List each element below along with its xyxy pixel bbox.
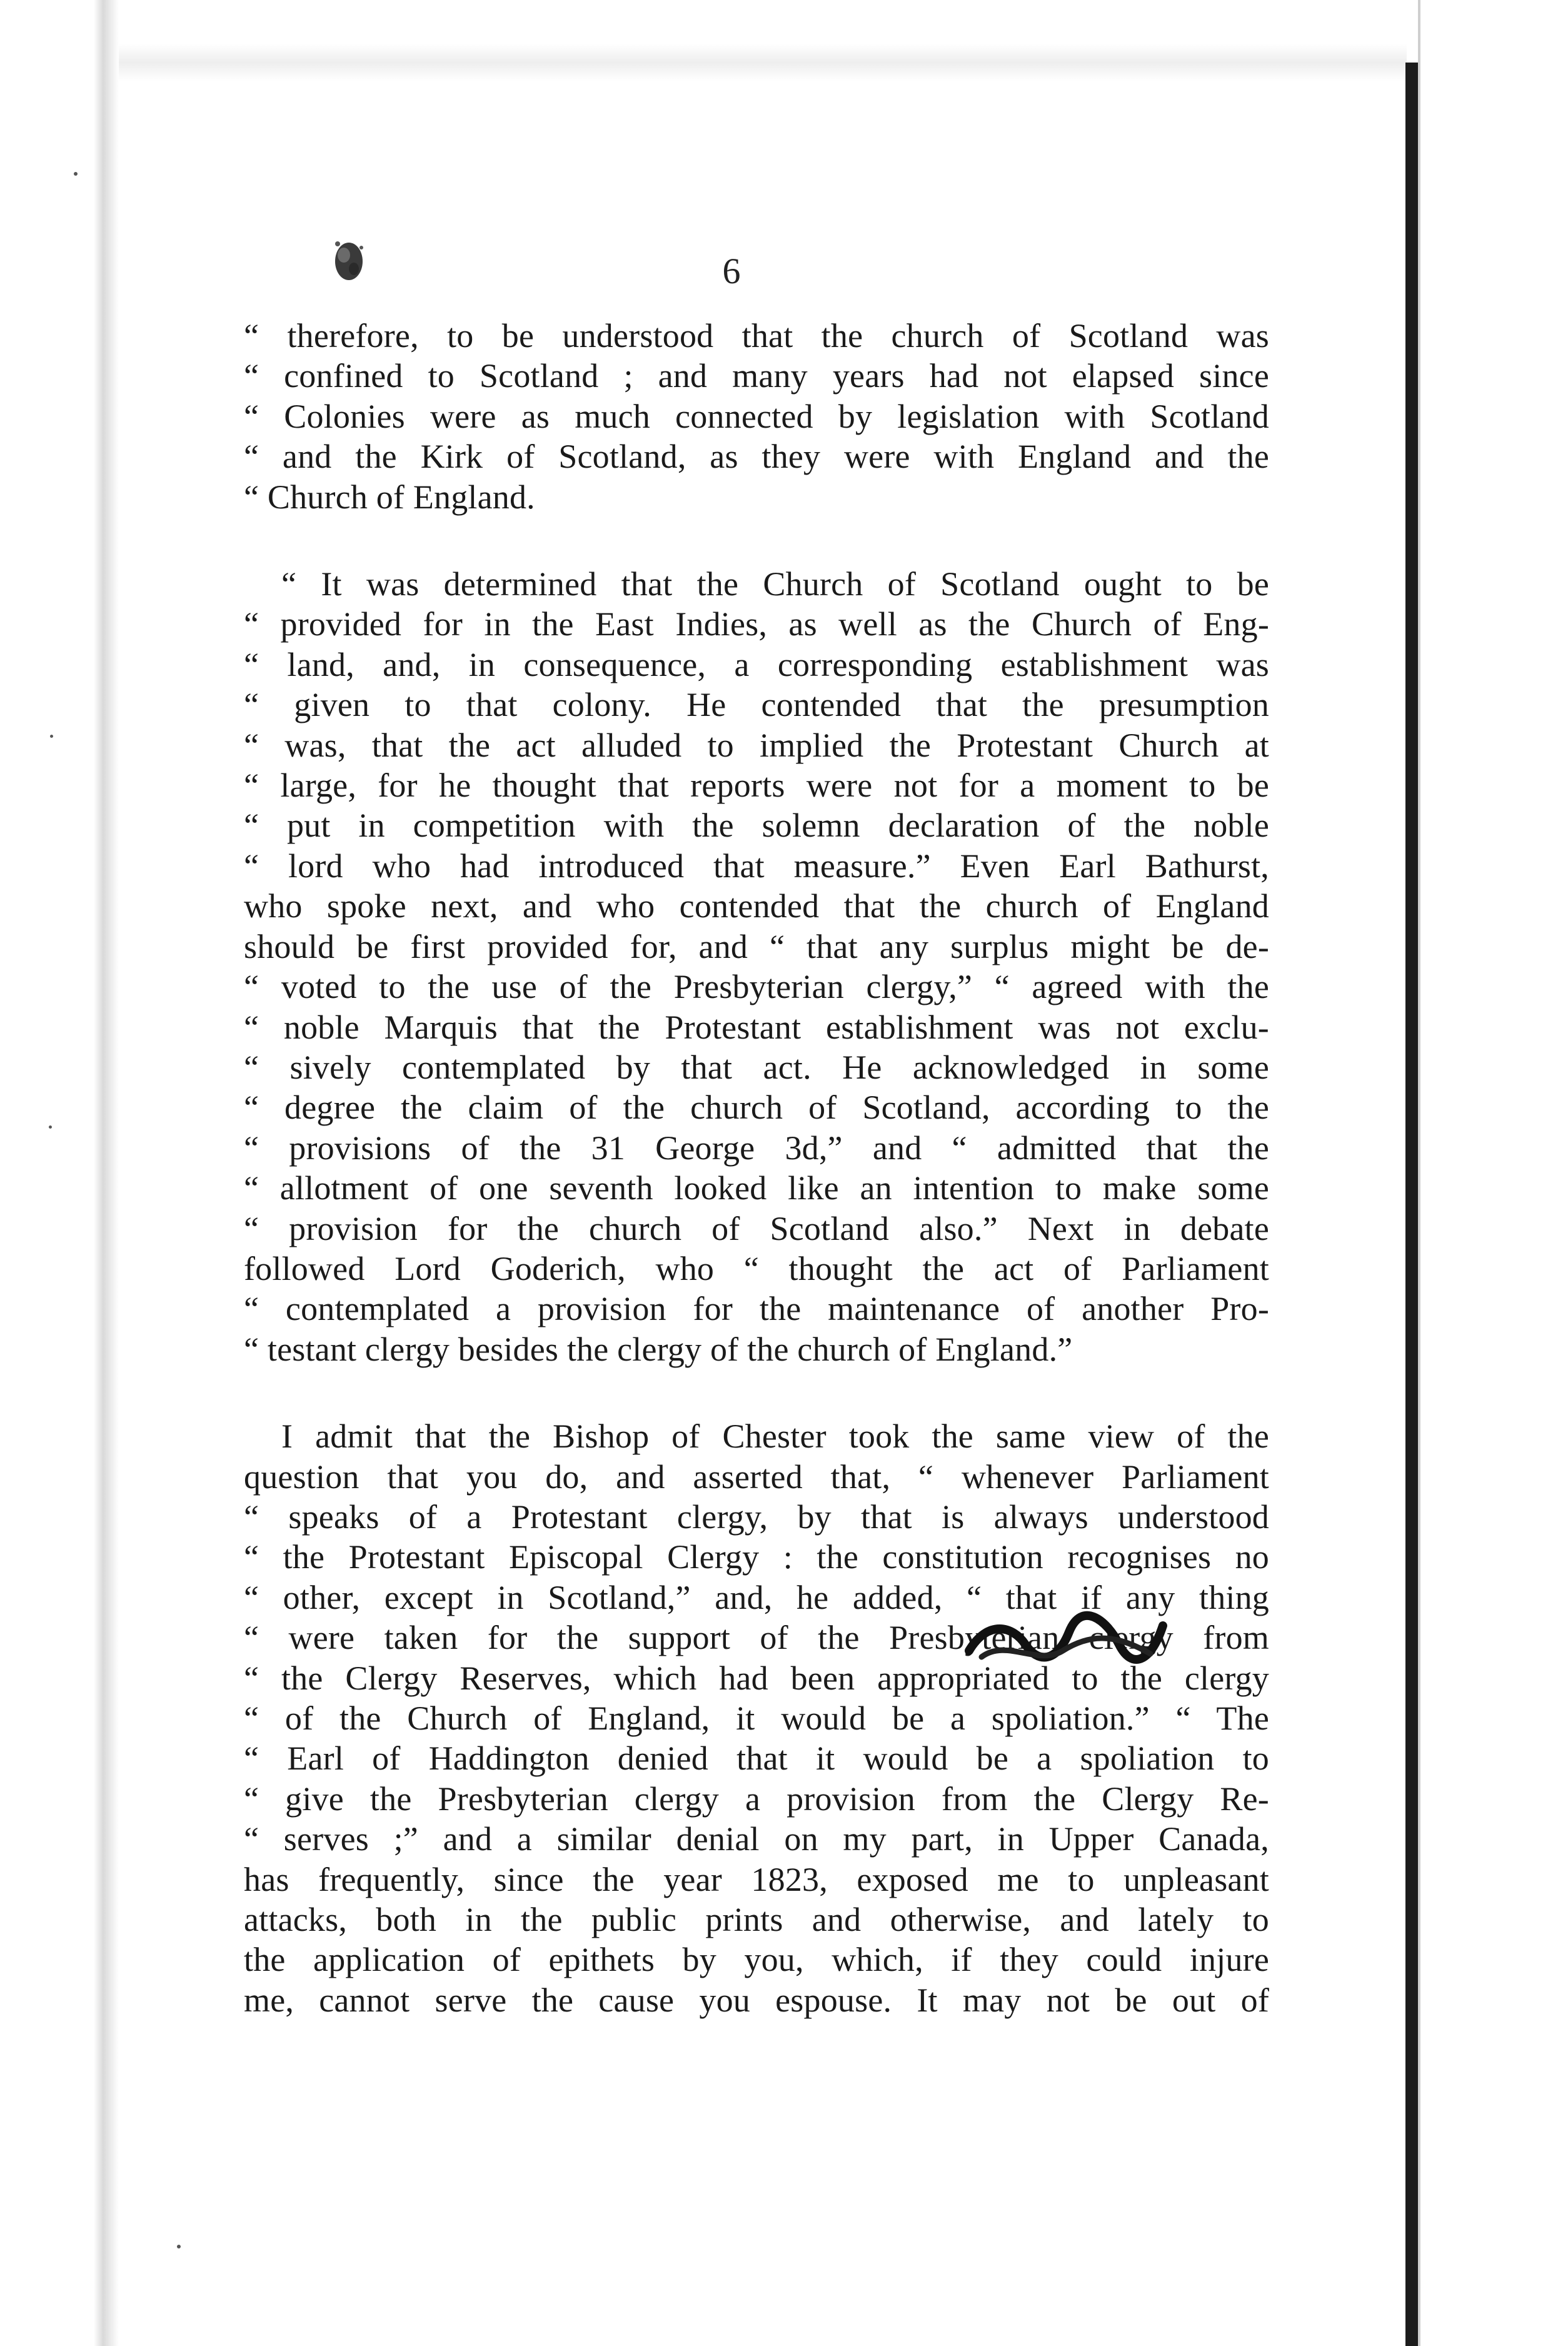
text-line: “ other, except in Scotland,” and, he added, “ that if any thing bbox=[244, 1578, 1269, 1616]
text-line: “ provision for the church of Scotland also.” Next in debate bbox=[244, 1209, 1269, 1247]
text-line: question that you do, and asserted that, “ whenever Parliament bbox=[244, 1457, 1269, 1496]
text-line: “ were taken for the support of the Presbyterian clergy from bbox=[244, 1619, 1269, 1657]
text-line: has frequently, since the year 1823, exposed me to unpleasant bbox=[244, 1860, 1269, 1898]
text-line: “ confined to Scotland ; and many years had not elapsed since bbox=[244, 357, 1269, 395]
text-line: “ degree the claim of the church of Scotland, according to the bbox=[244, 1089, 1269, 1127]
page-number: 6 bbox=[722, 251, 741, 291]
text-line: “ speaks of a Protestant clergy, by that is always understood bbox=[244, 1498, 1269, 1536]
text-line: “ provided for in the East Indies, as well as the Church of Eng- bbox=[244, 605, 1269, 643]
scan-speck bbox=[49, 1125, 52, 1129]
text-line: “ sively contemplated by that act. He acknowledged in some bbox=[244, 1048, 1269, 1086]
text-line: “ serves ;” and a similar denial on my part, in Upper Canada, bbox=[244, 1820, 1269, 1858]
text-line: attacks, both in the public prints and otherwise, and lately to bbox=[244, 1901, 1269, 1939]
text-line: “ and the Kirk of Scotland, as they were with England and the bbox=[244, 438, 1269, 476]
text-line: “ given to that colony. He contended that the presumption bbox=[244, 686, 1269, 724]
paragraph-2 bbox=[244, 564, 1269, 1369]
text-line: “ allotment of one seventh looked like an intention to make some bbox=[244, 1169, 1269, 1207]
scan-speck bbox=[177, 2245, 181, 2248]
text-line: “ was, that the act alluded to implied the Protestant Church at bbox=[244, 726, 1269, 764]
scan-speck bbox=[50, 735, 53, 738]
text-line: me, cannot serve the cause you espouse. It may not be out of bbox=[244, 1981, 1269, 2019]
text-line: “ Earl of Haddington denied that it would be a spoliation to bbox=[244, 1739, 1269, 1778]
text-line: “ Church of England. bbox=[244, 478, 535, 516]
paragraph-3 bbox=[244, 1416, 1269, 2020]
page-gutter bbox=[1405, 63, 1418, 2346]
text-line: “ testant clergy besides the clergy of the church of England.” bbox=[244, 1330, 1073, 1368]
scan-top-band bbox=[119, 44, 1407, 81]
ink-smudge-icon bbox=[963, 1607, 1169, 1676]
text-line: “ noble Marquis that the Protestant establishment was not exclu- bbox=[244, 1008, 1269, 1046]
scan-left-edge bbox=[0, 0, 119, 2346]
text-line: “ lord who had introduced that measure.” Even Earl Bathurst, bbox=[244, 847, 1269, 885]
adjacent-page-edge bbox=[1418, 0, 1568, 2346]
text-line: I admit that the Bishop of Chester took the same view of the bbox=[281, 1417, 1269, 1456]
text-line: who spoke next, and who contended that the church of England bbox=[244, 887, 1269, 925]
paragraph-1 bbox=[244, 316, 1269, 517]
body-text bbox=[244, 316, 1269, 2067]
text-line: followed Lord Goderich, who “ thought the act of Parliament bbox=[244, 1249, 1269, 1287]
ink-blot-ornament-icon bbox=[325, 231, 375, 294]
text-line: “ contemplated a provision for the maintenance of another Pro- bbox=[244, 1290, 1269, 1328]
text-line: “ therefore, to be understood that the church of Scotland was bbox=[244, 317, 1269, 355]
text-line: “ put in competition with the solemn declaration of the noble bbox=[244, 807, 1269, 845]
text-line: “ It was determined that the Church of Scotland ought to be bbox=[281, 565, 1269, 603]
text-line: “ give the Presbyterian clergy a provision from the Clergy Re- bbox=[244, 1780, 1269, 1818]
text-line: “ the Protestant Episcopal Clergy : the constitution recognises no bbox=[244, 1538, 1269, 1576]
text-line: “ Colonies were as much connected by legislation with Scotland bbox=[244, 397, 1269, 435]
text-line: “ voted to the use of the Presbyterian clergy,” “ agreed with the bbox=[244, 968, 1269, 1006]
text-line: “ of the Church of England, it would be a spoliation.” “ The bbox=[244, 1699, 1269, 1737]
text-line: “ the Clergy Reserves, which had been appropriated to the clergy bbox=[244, 1659, 1269, 1697]
scan-speck bbox=[74, 172, 78, 176]
text-line: “ land, and, in consequence, a corresponding establishment was bbox=[244, 645, 1269, 683]
text-line: should be first provided for, and “ that any surplus might be de- bbox=[244, 927, 1269, 965]
text-line: “ large, for he thought that reports were not for a moment to be bbox=[244, 767, 1269, 805]
text-line: “ provisions of the 31 George 3d,” and “ admitted that the bbox=[244, 1129, 1269, 1167]
text-line: the application of epithets by you, which, if they could injure bbox=[244, 1941, 1269, 1979]
